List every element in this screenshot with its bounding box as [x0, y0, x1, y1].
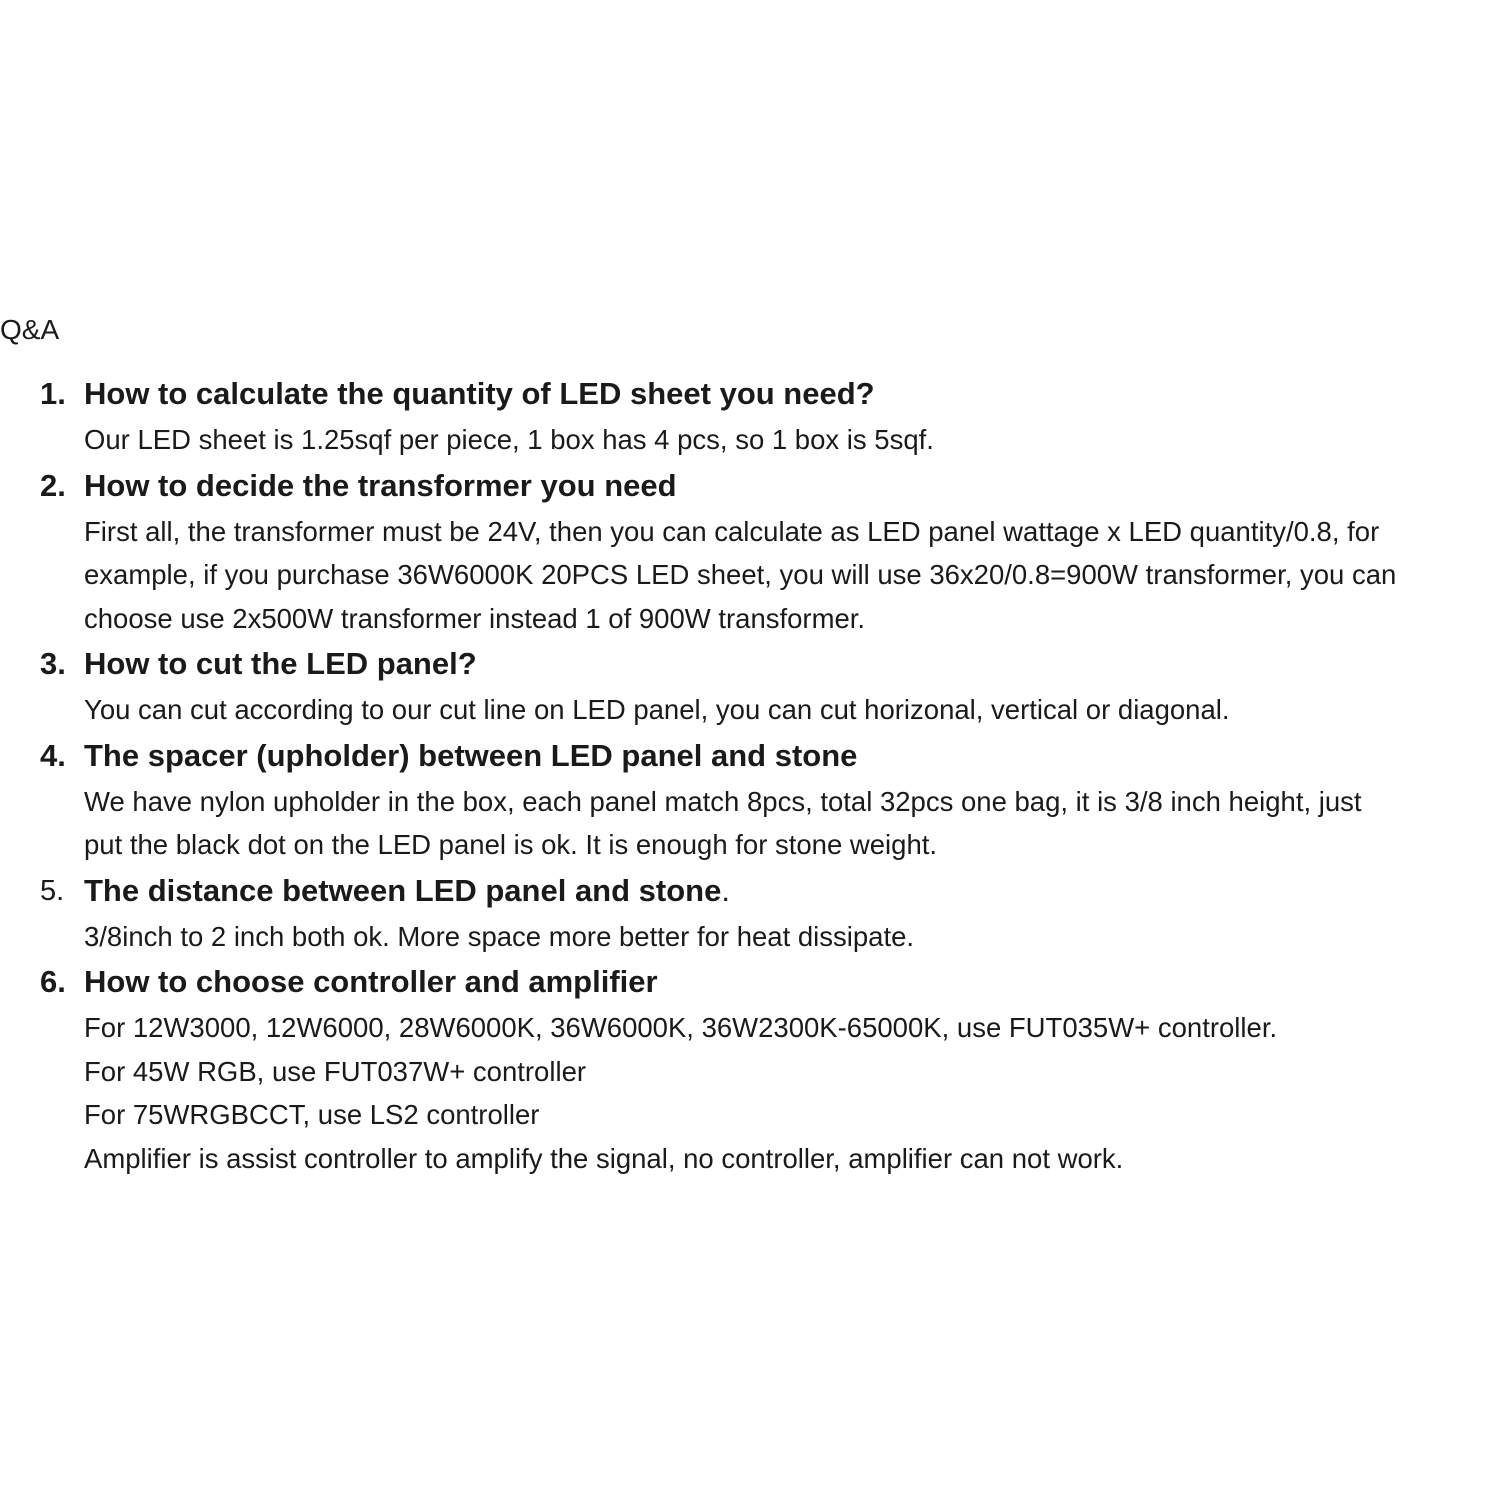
- qa-list: [0, 370, 1498, 1180]
- qa-item: [0, 958, 1498, 1180]
- qa-number: 2.: [40, 467, 66, 503]
- qa-answer: [84, 510, 1496, 641]
- qa-question-text: The distance between LED panel and stone: [84, 872, 722, 908]
- qa-item: [0, 732, 1498, 867]
- qa-answer-line: You can cut according to our cut line on LED panel, you can cut horizonal, vertical or diagonal.: [84, 694, 1230, 725]
- qa-number: 3.: [40, 646, 66, 681]
- qa-question-row: [0, 640, 1498, 688]
- qa-question-text: How to decide the transformer you need: [84, 467, 677, 503]
- qa-answer-line: We have nylon upholder in the box, each panel match 8pcs, total 32pcs one bag, it is 3/8 inch height, just: [84, 785, 1362, 817]
- qa-answer-line: choose use 2x500W transformer instead 1 of 900W transformer.: [84, 602, 866, 634]
- qa-question: [84, 370, 875, 418]
- qa-question-text: How to choose controller and amplifier: [84, 964, 658, 999]
- qa-item: [0, 462, 1498, 641]
- qa-answer-line: 3/8inch to 2 inch both ok. More space more better for heat dissipate.: [84, 920, 915, 952]
- qa-question: [84, 732, 857, 780]
- document-title: Q&A: [0, 314, 60, 345]
- qa-answer: [84, 1006, 1496, 1180]
- qa-answer-line: For 45W RGB, use FUT037W+ controller: [84, 1055, 587, 1087]
- qa-answer: [84, 915, 1496, 959]
- qa-question: [84, 462, 677, 510]
- qa-answer-line: Our LED sheet is 1.25sqf per piece, 1 box has 4 pcs, so 1 box is 5sqf.: [84, 424, 934, 455]
- qa-answer-line: First all, the transformer must be 24V, then you can calculate as LED panel wattage x LED quantity/0.8, for: [84, 515, 1380, 547]
- qa-item: [0, 370, 1498, 462]
- qa-question-row: [0, 370, 1498, 418]
- qa-number: 5.: [40, 874, 65, 907]
- qa-question-row: [0, 867, 1498, 915]
- qa-question-trail: .: [721, 872, 730, 908]
- qa-number: 4.: [40, 737, 66, 773]
- qa-answer: [84, 780, 1496, 867]
- qa-question: [84, 958, 658, 1006]
- qa-item: [0, 867, 1498, 959]
- qa-number: 6.: [40, 964, 66, 999]
- qa-number: 1.: [40, 376, 66, 411]
- qa-answer-line: put the black dot on the LED panel is ok. It is enough for stone weight.: [84, 829, 938, 860]
- qa-question-row: [0, 732, 1498, 780]
- qa-answer: [84, 688, 1496, 732]
- qa-question: [84, 640, 477, 688]
- qa-question-text: The spacer (upholder) between LED panel and stone: [84, 737, 858, 773]
- qa-question-row: [0, 462, 1498, 510]
- qa-question-text: How to calculate the quantity of LED sheet you need?: [84, 376, 875, 411]
- qa-answer-line: Amplifier is assist controller to amplify the signal, no controller, amplifier can not work.: [84, 1142, 1124, 1174]
- qa-answer-line: For 75WRGBCCT, use LS2 controller: [84, 1099, 540, 1130]
- qa-question: [84, 867, 730, 915]
- qa-item: [0, 640, 1498, 732]
- qa-answer-line: example, if you purchase 36W6000K 20PCS LED sheet, you will use 36x20/0.8=900W transformer, you can: [84, 559, 1397, 590]
- qa-question-text: How to cut the LED panel?: [84, 646, 477, 681]
- qa-answer: [84, 418, 1496, 462]
- qa-answer-line: For 12W3000, 12W6000, 28W6000K, 36W6000K, 36W2300K-65000K, use FUT035W+ controller.: [84, 1012, 1278, 1043]
- qa-question-row: [0, 958, 1498, 1006]
